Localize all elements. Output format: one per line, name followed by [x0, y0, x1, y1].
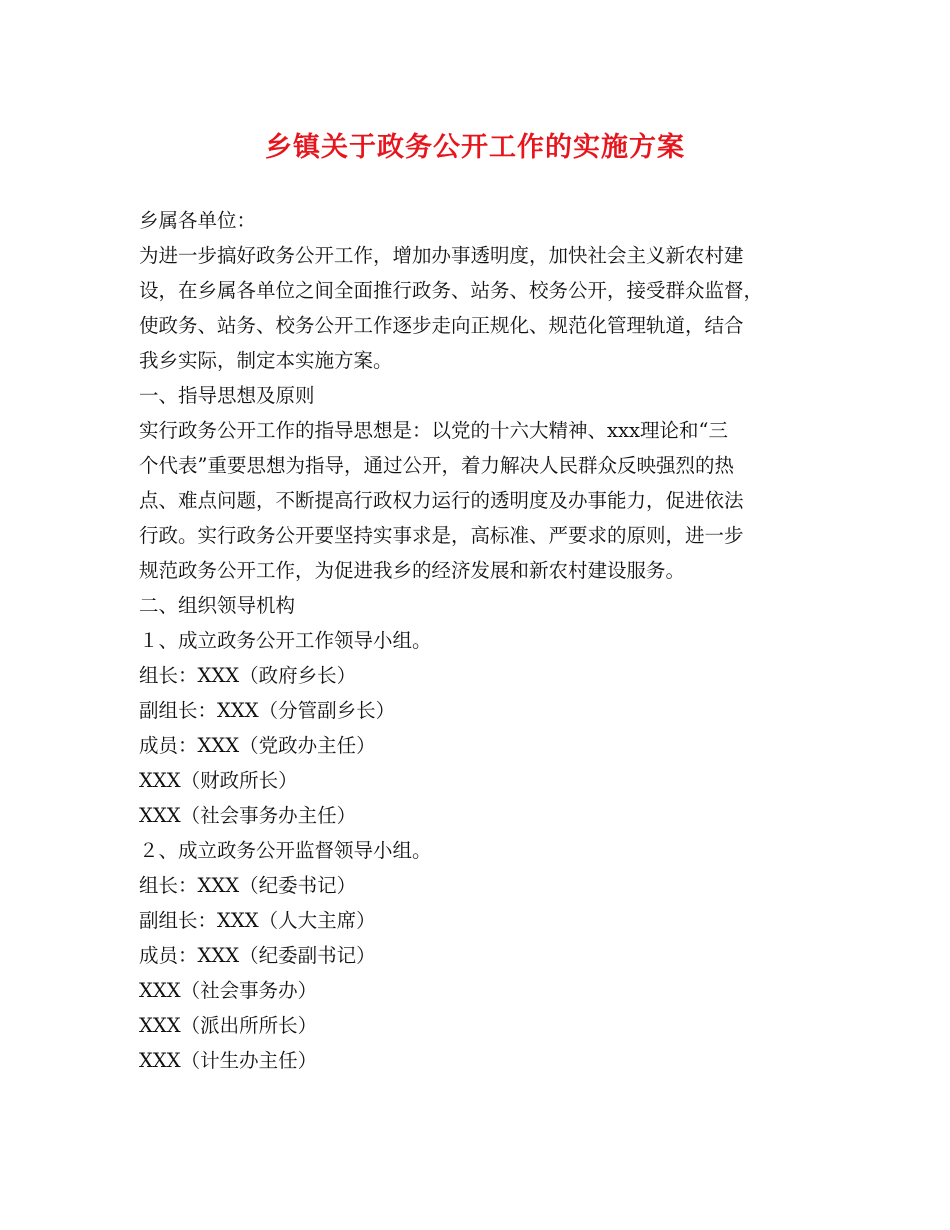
list-item: XXX（社会事务办主任）: [139, 804, 357, 827]
salutation-line: 乡属各单位：: [139, 209, 257, 232]
section-heading: 二、组织领导机构: [139, 594, 296, 617]
paragraph-line: 设，在乡属各单位之间全面推行政务、站务、校务公开，接受群众监督，: [139, 279, 764, 302]
section-heading: 一、指导思想及原则: [139, 384, 315, 407]
paragraph-line: 使政务、站务、校务公开工作逐步走向正规化、规范化管理轨道，结合: [139, 314, 744, 337]
paragraph-line: 行政。实行政务公开要坚持实事求是，高标准、严要求的原则，进一步: [139, 524, 744, 547]
paragraph-line: 规范政务公开工作，为促进我乡的经济发展和新农村建设服务。: [139, 559, 686, 582]
list-item: XXX（派出所所长）: [139, 1014, 318, 1037]
paragraph-line: 个代表”重要思想为指导，通过公开，着力解决人民群众反映强烈的热: [139, 454, 734, 477]
paragraph-line: 为进一步搞好政务公开工作，增加办事透明度，加快社会主义新农村建: [139, 244, 744, 267]
list-item: 成员：XXX（纪委副书记）: [139, 944, 376, 967]
list-item: 副组长：XXX（分管副乡长）: [139, 699, 396, 722]
document-body: [139, 203, 819, 1078]
list-item: XXX（计生办主任）: [139, 1049, 318, 1072]
list-item: １、成立政务公开工作领导小组。: [139, 629, 432, 652]
paragraph-line: 我乡实际，制定本实施方案。: [139, 349, 393, 372]
document-title: 乡镇关于政务公开工作的实施方案: [265, 132, 685, 163]
list-item: XXX（财政所长）: [139, 769, 298, 792]
list-item: 成员：XXX（党政办主任）: [139, 734, 376, 757]
paragraph-line: 实行政务公开工作的指导思想是：以党的十六大精神、xxx理论和“三: [139, 419, 728, 442]
list-item: 组长：XXX（纪委书记）: [139, 874, 357, 897]
list-item: 副组长：XXX（人大主席）: [139, 909, 376, 932]
list-item: XXX（社会事务办）: [139, 979, 318, 1002]
paragraph-line: 点、难点问题，不断提高行政权力运行的透明度及办事能力，促进依法: [139, 489, 744, 512]
list-item: 组长：XXX（政府乡长）: [139, 664, 357, 687]
list-item: ２、成立政务公开监督领导小组。: [139, 839, 432, 862]
